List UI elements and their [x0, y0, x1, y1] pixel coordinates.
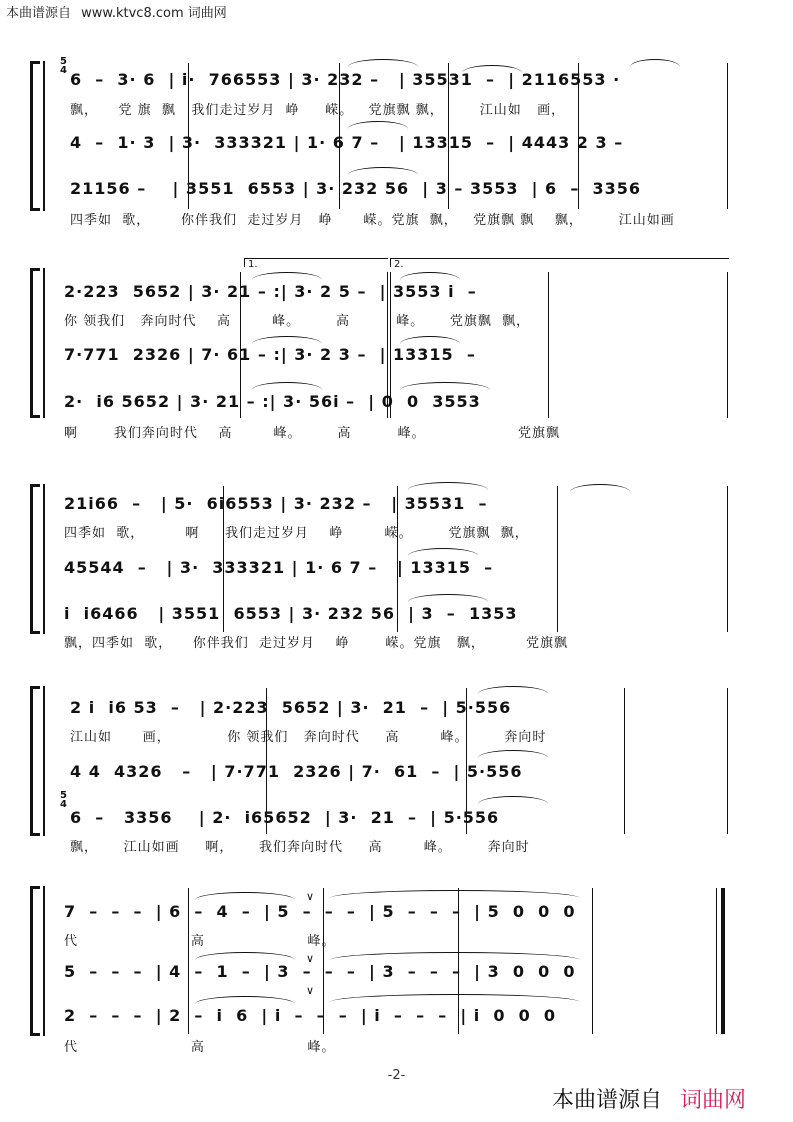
- header-url[interactable]: www.ktvc8.com: [81, 6, 184, 21]
- notes-bass: 2· i6 5652 | 3· 21 – :| 3· 56i – | 0 0 3553: [64, 392, 481, 411]
- score-system-3: [30, 478, 735, 651]
- notes-alto: 4 4 4326 – | 7·771 2326 | 7· 61 – | 5·556: [70, 762, 523, 781]
- breath-mark: ∨: [306, 952, 315, 965]
- header-site: 本曲谱源自: [6, 6, 72, 21]
- notes-soprano: 2·223 5652 | 3· 21 – :| 3· 2 5 – | 3553 i –: [64, 282, 477, 301]
- breath-mark: ∨: [306, 984, 315, 997]
- header-name: 词曲网: [187, 6, 227, 21]
- volta-first: 1.: [244, 258, 388, 267]
- notes-soprano: 2 i i6 53 – | 2·223 5652 | 3· 21 – | 5·556: [70, 698, 512, 717]
- notes-bass: 2 – – – | 2 – i 6 | i – – – | i – – – | i 0 0 0: [64, 1006, 557, 1025]
- lyric-soprano: 飘， 党 旗 飘 我们走过岁月 峥 嵘。 党旗飘 飘， 江山如 画，: [70, 103, 566, 118]
- slur: [408, 482, 488, 490]
- slur: [252, 272, 322, 280]
- slur: [408, 594, 488, 602]
- slur: [478, 750, 548, 758]
- system-brace: [43, 61, 45, 211]
- time-signature: 5 4: [60, 56, 67, 76]
- slur: [252, 382, 322, 390]
- slur: [462, 65, 522, 73]
- watermark: [552, 1083, 746, 1114]
- score-system-5: [30, 880, 735, 1055]
- breath-mark: ∨: [306, 890, 315, 903]
- tie: [195, 892, 295, 900]
- tie: [330, 952, 580, 960]
- system-bracket: [30, 268, 40, 418]
- slur: [348, 59, 418, 67]
- tie: [195, 996, 295, 1004]
- score-system-2: [30, 258, 735, 441]
- slur: [478, 686, 548, 694]
- slur: [400, 336, 460, 344]
- notes-soprano: 7 – – – | 6 – 4 – | 5 – – – | 5 – – – | 5 0 0 0: [64, 902, 576, 921]
- score-system-1: [30, 55, 735, 228]
- time-signature: 5 4: [60, 790, 67, 810]
- slur: [348, 121, 408, 129]
- system-brace: [43, 484, 45, 634]
- tie: [195, 952, 295, 960]
- watermark-right[interactable]: 词曲网: [680, 1088, 747, 1113]
- lyric-bass: 啊 我们奔向时代 高 峰。 高 峰。 党旗飘: [64, 426, 561, 441]
- notes-bass: i i6466 | 3551 6553 | 3· 232 56 | 3 – 1353: [64, 604, 518, 623]
- lyric-bass: 四季如 歌， 你伴我们 走过岁月 峥 嵘。党旗 飘， 党旗飘 飘 飘， 江山如画: [70, 213, 675, 228]
- slur: [400, 382, 490, 390]
- watermark-left: 本曲谱源自: [552, 1088, 663, 1113]
- slur: [252, 336, 322, 344]
- slur: [348, 167, 418, 175]
- tie: [330, 890, 580, 898]
- lyric-soprano: 江山如 画， 你 领我们 奔向时代 高 峰。 奔向时: [70, 730, 547, 745]
- page-number: -2-: [387, 1068, 406, 1083]
- lyric-soprano: 代 高 峰。: [64, 934, 336, 949]
- slur: [400, 272, 460, 280]
- system-bracket: [30, 484, 40, 634]
- slur: [570, 484, 630, 492]
- slur: [408, 548, 478, 556]
- page-header: [6, 2, 227, 21]
- lyric-soprano: 你 领我们 奔向时代 高 峰。 高 峰。 党旗飘 飘，: [64, 314, 531, 329]
- slur: [478, 796, 548, 804]
- notes-soprano: 21i66 – | 5· 6i6553 | 3· 232 – | 35531 –: [64, 494, 488, 513]
- system-bracket: [30, 686, 40, 836]
- volta-second: 2.: [390, 258, 729, 267]
- system-bracket: [30, 61, 40, 211]
- slur: [630, 59, 680, 67]
- notes-alto: 4 – 1· 3 | 3· 333321 | 1· 6 7 – | 13315 – | 4443 2 3 –: [70, 133, 624, 152]
- notes-alto: 7·771 2326 | 7· 61 – :| 3· 2 3 – | 13315 –: [64, 345, 476, 364]
- system-brace: [43, 268, 45, 418]
- system-brace: [43, 686, 45, 836]
- lyric-soprano: 四季如 歌， 啊 我们走过岁月 峥 嵘。 党旗飘 飘，: [64, 526, 529, 541]
- notes-alto: 45544 – | 3· 333321 | 1· 6 7 – | 13315 –: [64, 558, 494, 577]
- lyric-bass: 飘， 江山如画 啊， 我们奔向时代 高 峰。 奔向时: [70, 840, 530, 855]
- system-brace: [43, 886, 45, 1036]
- notes-bass: 21156 – | 3551 6553 | 3· 232 56 | 3 – 3553 | 6 – 3356: [70, 179, 641, 198]
- notes-alto: 5 – – – | 4 – 1 – | 3 – – – | 3 – – – | 3 0 0 0: [64, 962, 576, 981]
- lyric-bass: 飘，四季如 歌， 你伴我们 走过岁月 峥 嵘。党旗 飘， 党旗飘: [64, 636, 568, 651]
- tie: [330, 994, 580, 1002]
- system-bracket: [30, 886, 40, 1036]
- lyric-bass: 代 高 峰。: [64, 1040, 336, 1055]
- notes-soprano: 6 – 3· 6 | i· 766553 | 3· 232 – | 35531 – | 2116553 ·: [70, 70, 621, 89]
- notes-bass: 6 – 3356 | 2· i65652 | 3· 21 – | 5·556: [70, 808, 500, 827]
- score-system-4: [30, 680, 735, 855]
